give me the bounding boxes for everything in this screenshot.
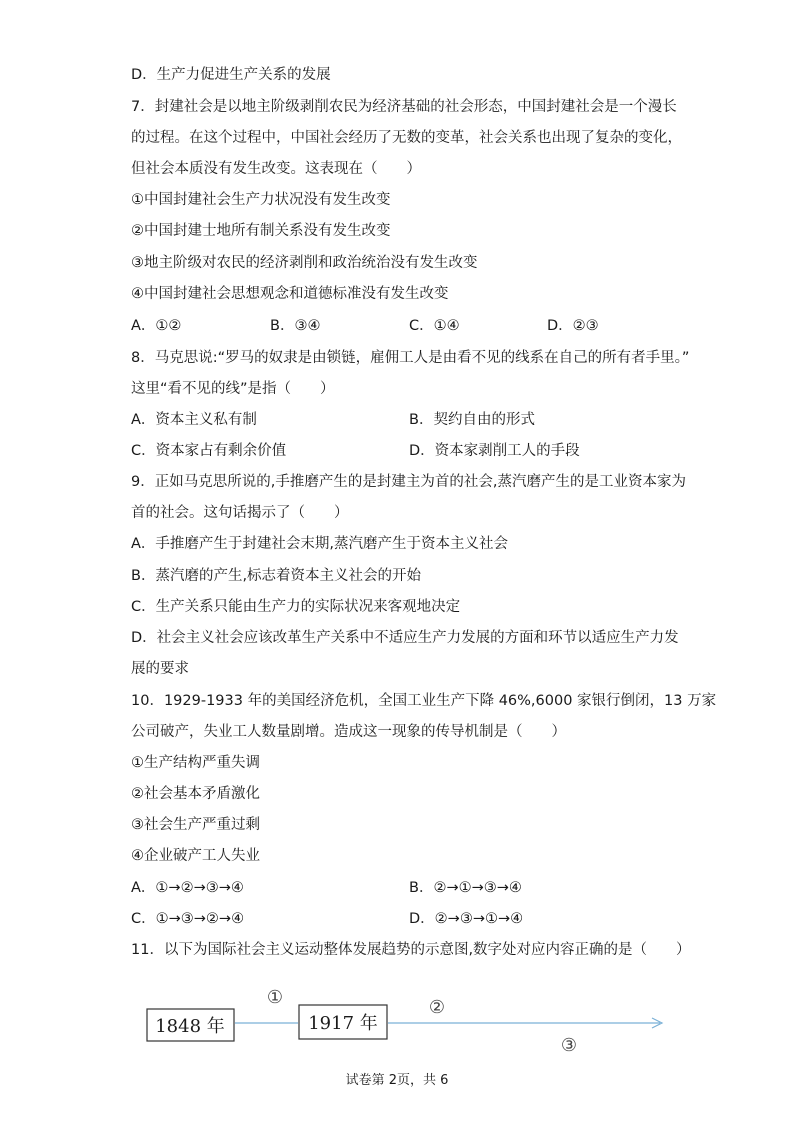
q8-option-c[interactable]: C．资本家占有剩余价值 — [131, 443, 287, 459]
q9-stem-line: 首的社会。这句话揭示了（ ） — [131, 505, 349, 521]
q9-option-b[interactable]: B．蒸汽磨的产生,标志着资本主义社会的开始 — [131, 568, 422, 584]
q7-statement: ④中国封建社会思想观念和道德标准没有发生改变 — [131, 286, 449, 302]
q8-option-a[interactable]: A．资本主义私有制 — [131, 412, 257, 428]
q10-stem-line: 10．1929-1933 年的美国经济危机，全国工业生产下降 46%,6000 家银行倒闭，13 万家 — [131, 693, 717, 709]
q8-option-d[interactable]: D．资本家剥削工人的手段 — [409, 443, 580, 459]
marker-1: ① — [266, 987, 284, 1008]
q7-stem-line: 的过程。在这个过程中，中国社会经历了无数的变革，社会关系也出现了复杂的变化， — [131, 130, 682, 146]
q7-statement: ③地主阶级对农民的经济剥削和政治统治没有发生改变 — [131, 255, 478, 271]
q9-option-d[interactable]: D．社会主义社会应该改革生产关系中不适应生产力发展的方面和环节以适应生产力发 — [131, 630, 679, 646]
prev-question-option-d: D．生产力促进生产关系的发展 — [131, 67, 331, 83]
q10-statement: ①生产结构严重失调 — [131, 755, 260, 771]
q9-option-a[interactable]: A．手推磨产生于封建社会末期,蒸汽磨产生于资本主义社会 — [131, 536, 509, 552]
marker-2: ② — [428, 997, 446, 1018]
year-box-1917-label: 1917 年 — [308, 1013, 378, 1034]
q11-stem-line: 11．以下为国际社会主义运动整体发展趋势的示意图,数字处对应内容正确的是（ ） — [131, 942, 691, 958]
q7-option-a[interactable]: A．①② — [131, 318, 182, 334]
q7-statement: ②中国封建士地所有制关系没有发生改变 — [131, 223, 391, 239]
q10-option-c[interactable]: C．①→③→②→④ — [131, 911, 245, 927]
q7-option-c[interactable]: C．①④ — [409, 318, 460, 334]
q10-statement: ④企业破产工人失业 — [131, 848, 260, 864]
year-box-1848-label: 1848 年 — [155, 1016, 225, 1037]
q10-stem-line: 公司破产，失业工人数量剧增。造成这一现象的传导机制是（ ） — [131, 724, 566, 740]
q8-stem-line: 8．马克思说:“罗马的奴隶是由锁链，雇佣工人是由看不见的线系在自己的所有者手里。” — [131, 350, 690, 366]
q10-option-a[interactable]: A．①→②→③→④ — [131, 880, 244, 896]
q9-option-d-continued: 展的要求 — [131, 661, 189, 677]
q10-statement: ③社会生产严重过剩 — [131, 817, 260, 833]
socialism-trend-diagram — [140, 985, 680, 1055]
q7-statement: ①中国封建社会生产力状况没有发生改变 — [131, 192, 391, 208]
q7-stem-line: 但社会本质没有发生改变。这表现在（ ） — [131, 161, 421, 177]
marker-3: ③ — [560, 1035, 578, 1055]
q9-stem-line: 9．正如马克思所说的,手推磨产生的是封建主为首的社会,蒸汽磨产生的是工业资本家为 — [131, 474, 686, 490]
q10-option-d[interactable]: D．②→③→①→④ — [409, 911, 524, 927]
q10-statement: ②社会基本矛盾激化 — [131, 786, 260, 802]
q8-stem-line: 这里“看不见的线”是指（ ） — [131, 381, 335, 397]
q9-option-c[interactable]: C．生产关系只能由生产力的实际状况来客观地决定 — [131, 599, 461, 615]
q8-option-b[interactable]: B．契约自由的形式 — [409, 412, 535, 428]
q10-option-b[interactable]: B．②→①→③→④ — [409, 880, 522, 896]
page-footer: 试卷第 2页，共 6 — [345, 1073, 449, 1088]
q7-option-b[interactable]: B．③④ — [270, 318, 321, 334]
q7-option-d[interactable]: D．②③ — [547, 318, 599, 334]
q7-stem-line: 7．封建社会是以地主阶级剥削农民为经济基础的社会形态，中国封建社会是一个漫长 — [131, 99, 677, 115]
